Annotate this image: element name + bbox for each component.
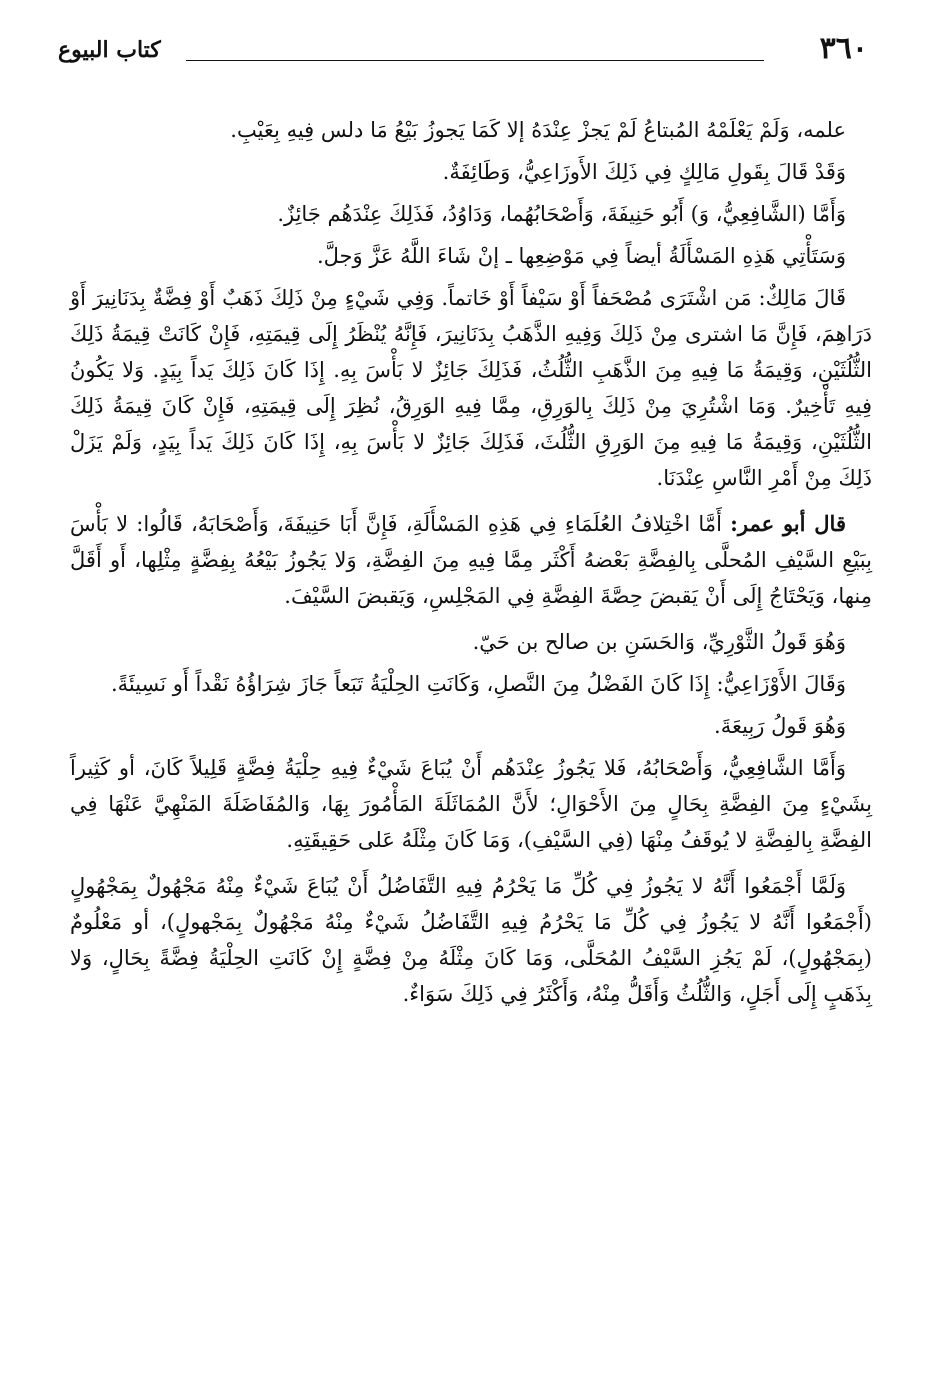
paragraph: وَلَمَّا أَجْمَعُوا أَنَّهُ لا يَجُوزُ فِي كُلِّ مَا يَحْرُمُ فِيهِ التَّفَاضُلُ أَنْ يُبَاعَ شَيْءٌ مِنْهُ مَجْهُولٌ بِمَجْهُولٍ (أَجْمَعُوا أَنَّهُ لا يَجُوزُ فِي كُلِّ مَا يَحْرُمُ فِيهِ التَّفَاضُلُ شَيْءٌ مِنْهُ مَجْهُولٌ بِمَجْهولٍ)، أو مَعْلُومٌ (بِمَجْهُولٍ)، لَمْ يَجُزِ السَّيْفُ المُحَلَّى، وَمَا كَانَ مِثْلَهُ مِنْ فِضَّةٍ إِنْ كَانَتِ الحِلْيَةُ فِضَّةً بِحَالٍ، وَلا بِذَهَبٍ إِلَى أَجَلٍ، وَالثُّلُثُ وَأَقَلُّ مِنْهُ، وَأَكْثَرُ فِي ذَلِكَ سَوَاءٌ. [70,874,872,1006]
paragraph-lead: قال أبو عمر: [730,511,846,536]
page-number: ٣٦٠ [819,31,868,66]
paragraph: وَسَتَأْتِي هَذِهِ المَسْأَلَةُ أيضاً فِي مَوْضِعِها ـ إنْ شَاءَ اللَّهُ عَزَّ وَجلَّ. [316,244,846,268]
page-header [58,30,868,70]
paragraph-text: أَمَّا اخْتِلافُ العُلَمَاءِ فِي هَذِهِ المَسْأَلَةِ، فَإِنَّ أَبَا حَنِيفَةَ، وَأَصْحَابَهُ، قَالُوا: لا بَأْسَ بِبَيْعِ السَّيْفِ المُحلَّى بِالفِضَّةِ بَعْضهُ أَكْثَر مِمَّا فِيهِ مِنَ الفِضَّةِ، وَلا يَجُوزُ بَيْعُهُ بِفِضَّةٍ مِثْلِها، أَو أَقَلَّ مِنها، وَيَحْتَاجُ إِلَى أَنْ يَقبضَ حِصَّةَ الفِضَّةِ فِي المَجْلِسِ، وَيَقبضَ السَّيْفَ. [70,512,872,608]
paragraph: علمه، وَلَمْ يَعْلَمْهُ المُبتاعُ لَمْ يَجزْ عِنْدَهُ إلا كَمَا يَجوزُ بَيْعُ مَا دلس فِيهِ بِعَيْبِ. [230,118,846,142]
page-body [70,112,872,1022]
paragraph: وَأَمَّا (الشَّافِعِيُّ، وَ) أَبُو حَنِيفَةَ، وَأَصْحَابُهُما، وَدَاوُدُ، فَذَلِكَ عِنْدَهُم جَائِزٌ. [277,202,846,226]
header-rule [186,60,764,61]
paragraph: وَقَالَ الأَوْزَاعِيُّ: إِذَا كَانَ الفَضْلُ مِنَ النَّصلِ، وَكَانَتِ الحِلْيَةُ تَبَعاً جَازَ شِرَاؤُهُ نَقْداً أَو نَسِيئَةً. [110,672,846,696]
paragraph [70,506,872,614]
running-title: كتاب البيوع [58,37,161,63]
paragraph: وَقَدْ قَالَ بِقَولِ مَالِكٍ فِي ذَلِكَ الأَوزَاعِيُّ، وَطَائِفَةٌ. [442,160,846,184]
paragraph: وَهُوَ قَولُ الثَّوْرِيِّ، وَالحَسَنِ بن صالح بن حَيّ. [472,630,846,654]
paragraph: وَأَمَّا الشَّافِعِيُّ، وَأَصْحَابُهُ، فَلا يَجُوزُ عِنْدَهُم أَنْ يُبَاعَ شَيْءٌ فِيهِ حِلْيَةُ فِضَّةٍ قَلِيلاً كَانَ، أو كَثِيراً بِشَيْءٍ مِنَ الفِضَّةِ بِحَالٍ مِنَ الأَحْوَالِ؛ لأَنَّ المُمَاثَلَةَ المَأْمُورَ بِهَا، وَالمُفَاضَلَةَ المَنْهِيَّ عَنْهَا فِي الفِضَّةِ بِالفِضَّةِ لا يُوقَفُ مِنْهَا (فِي السَّيْفِ)، وَمَا كَانَ مِثْلَهُ عَلى حَقِيقَتِهِ. [70,756,872,852]
paragraph: قَالَ مَالِكٌ: مَن اشْتَرَى مُصْحَفاً أَوْ سَيْفاً أَوْ خَاتماً. وَفِي شَيْءٍ مِنْ ذَلِكَ ذَهَبٌ أَوْ فِضَّةٌ بِدَنَانِيرَ أَوْ دَرَاهِمَ، فَإِنَّ مَا اشترى مِنْ ذَلِكَ وَفِيهِ الذَّهَبُ بِدَنَانِيرَ، فَإِنَّهُ يُنْظَرُ إِلَى قِيمَتِهِ، فَإِنْ كَانَتْ قِيمَةُ ذَلِكَ الثُّلُثَيْنِ، وَقِيمَةُ مَا فِيهِ مِنَ الذَّهَبِ الثُّلُثُ، فَذَلِكَ جَائِزٌ لا بَأْسَ بِهِ. إِذَا كَانَ ذَلِكَ يَداً بِيَدٍ. وَلا يَكُونُ فِيهِ تَأْخِيرٌ. وَمَا اشْتُرِيَ مِنْ ذَلِكَ بِالوَرِقِ، مِمَّا فِيهِ الوَرِقُ، نُظِرَ إِلَى قِيمَتِهِ، فَإِنْ كَانَ قِيمَةُ ذَلِكَ الثُّلُثَيْنِ، وَقِيمَةُ مَا فِيهِ مِنَ الوَرِقِ الثُّلُثَ، فَذَلِكَ جَائِزٌ لا بَأْسَ بِهِ، إِذَا كَانَ ذَلِكَ يَداً بِيَدٍ، وَلَمْ يَزَلْ ذَلِكَ مِنْ أَمْرِ النَّاسِ عِنْدَنَا. [70,286,872,490]
paragraph: وَهُوَ قَولُ رَبِيعَةَ. [714,714,846,738]
